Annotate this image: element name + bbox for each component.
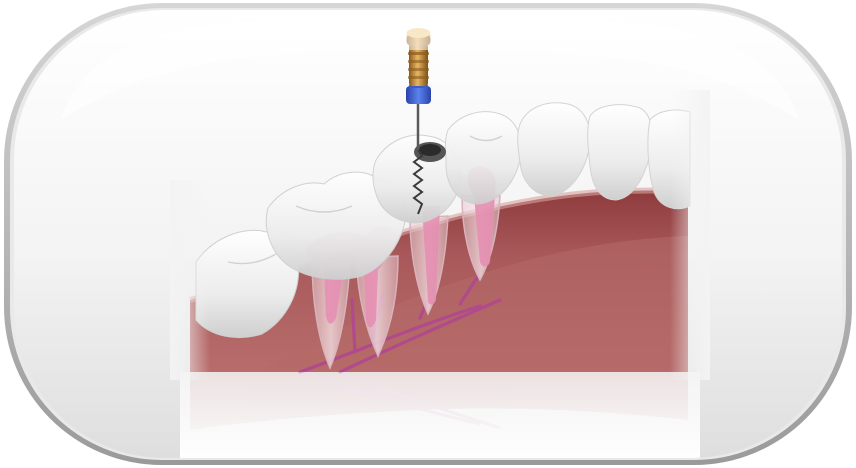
file-color-band <box>406 86 431 104</box>
file-handle <box>409 44 428 86</box>
